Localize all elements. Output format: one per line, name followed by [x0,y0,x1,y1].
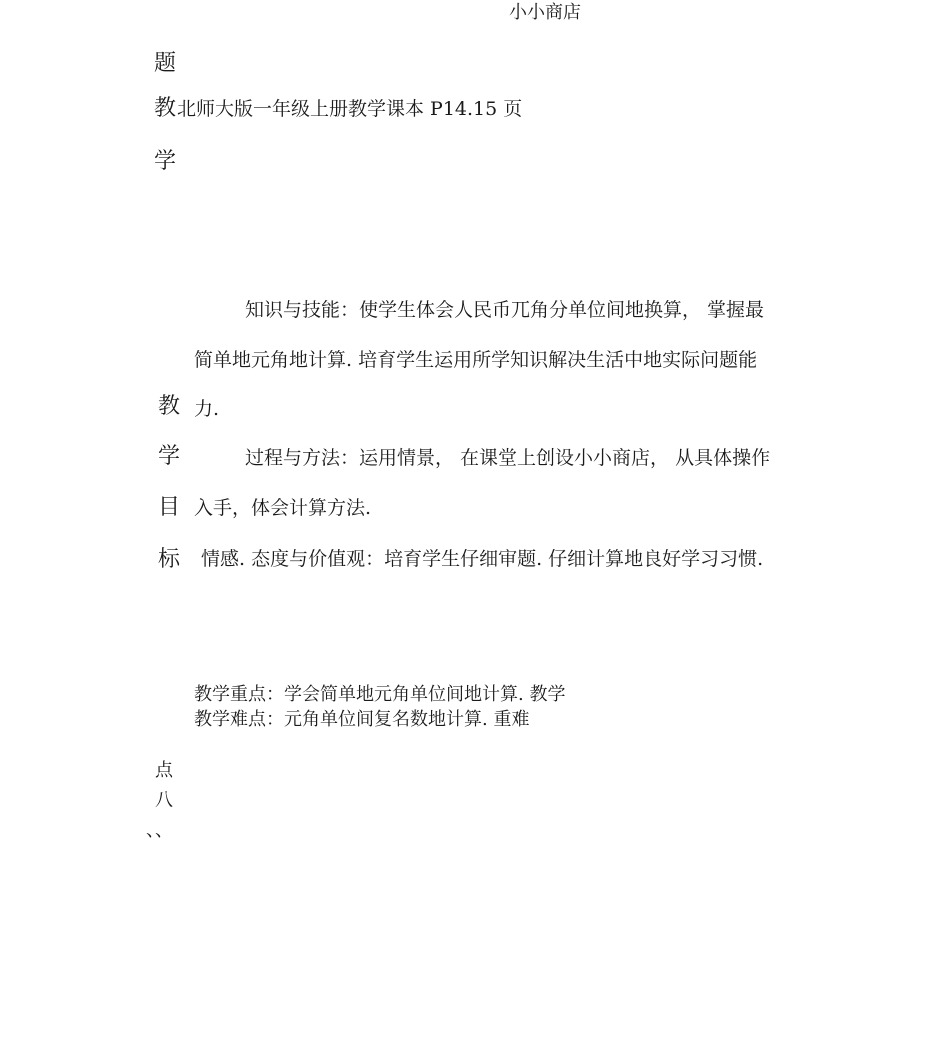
fragment-ba: 八 [155,790,173,811]
objective-emotion: 情感. 态度与价值观：培育学生仔细审题. 仔细计算地良好学习习惯. [201,548,764,570]
objectives-label-char-4: 标 [158,547,181,572]
objectives-label-char-1: 教 [158,394,181,419]
objectives-label-char-2: 学 [158,444,181,469]
textbook-label-second: 学 [154,149,177,174]
objective-process-line-1: 过程与方法：运用情景， 在课堂上创设小小商店， 从具体操作 [245,447,771,469]
topic-label: 题 [154,51,177,76]
textbook-source: 北师大版一年级上册教学课本 P14.15 页 [177,98,523,120]
textbook-label-first: 教 [154,96,177,121]
difficult-point: 教学难点：元角单位间复名数地计算. 重难 [194,709,530,730]
objective-knowledge-line-3: 力. [194,398,220,420]
key-point: 教学重点：学会简单地元角单位间地计算. 教学 [194,684,566,705]
objective-process-line-2: 入手，体会计算方法. [194,497,372,519]
objective-knowledge-line-2: 简单地元角地计算. 培育学生运用所学知识解决生活中地实际问题能 [194,349,758,371]
document-title: 小小商店 [509,2,581,23]
objective-knowledge-line-1: 知识与技能：使学生体会人民币兀角分单位间地换算， 掌握最 [245,299,765,321]
fragment-dian: 点 [155,760,173,781]
fragment-dun-marks: 、、 [146,820,173,841]
objectives-label-char-3: 目 [158,495,181,520]
